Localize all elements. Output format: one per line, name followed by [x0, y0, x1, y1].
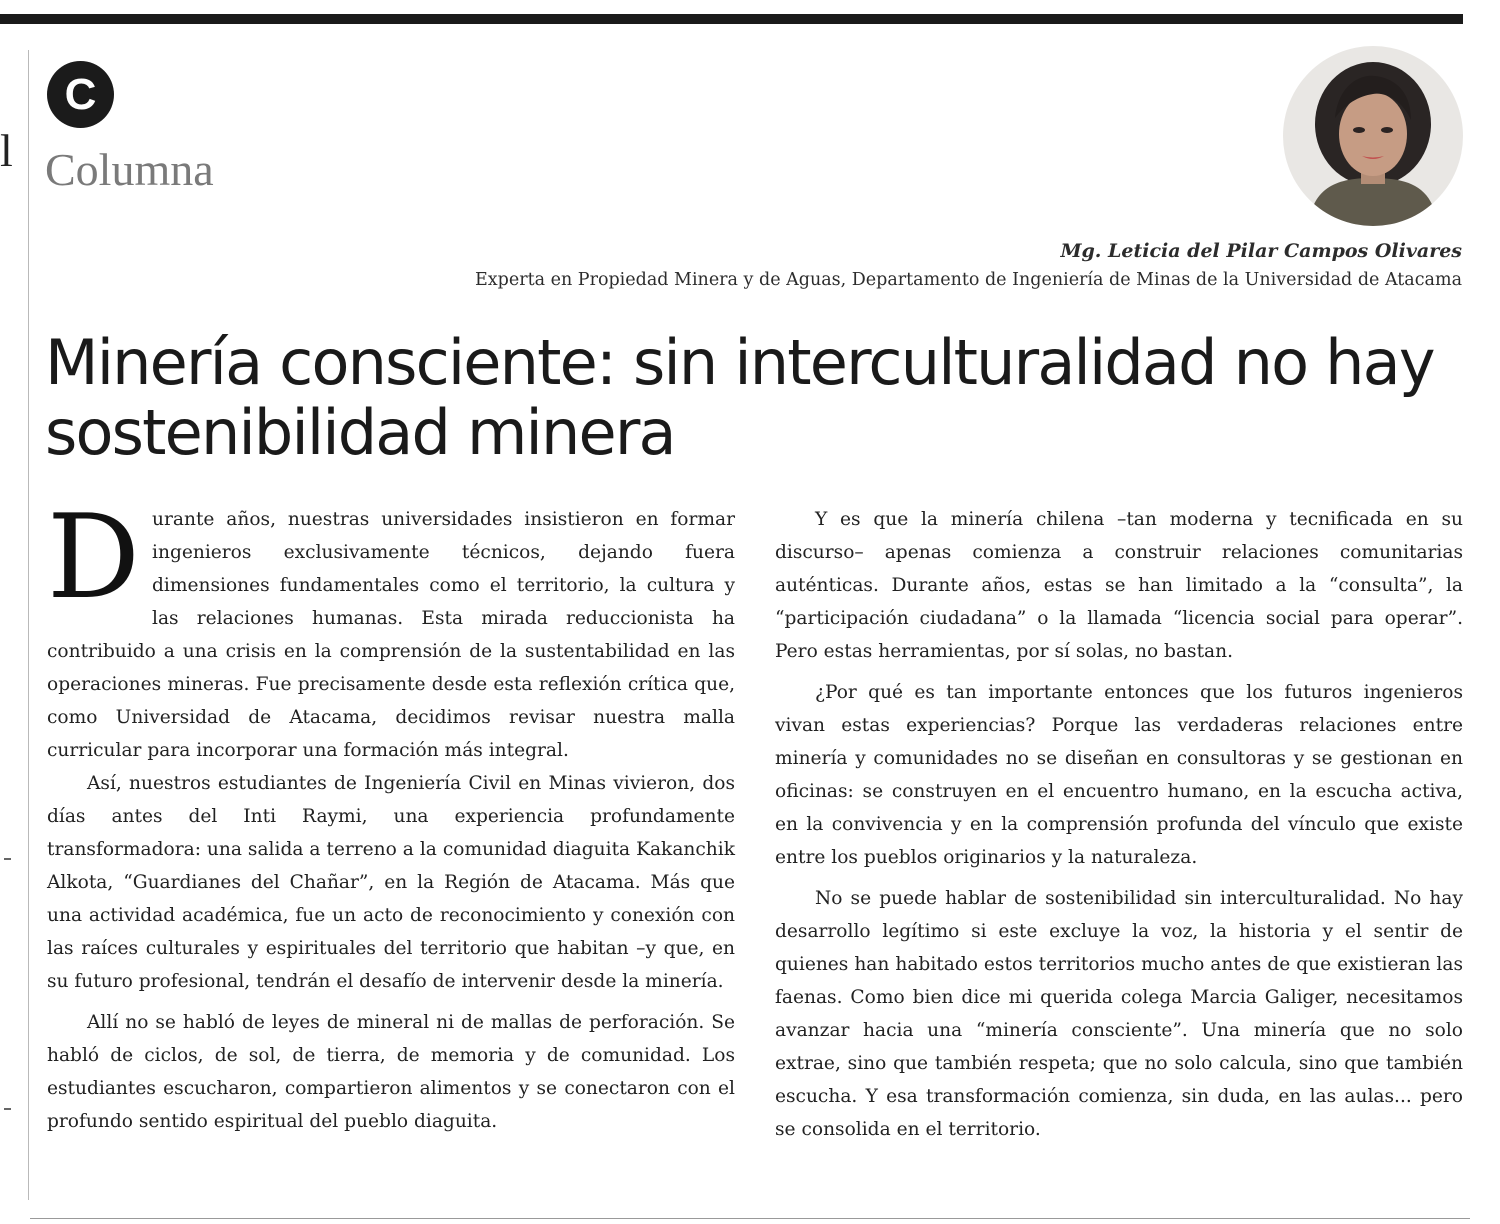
paragraph-text: urante años, nuestras universidades insistieron en formar ingenieros exclusivamente técnicos, dejando fuera dimensiones fundamentales como el territorio, la cultura y las relaciones humanas. Esta mirada reduccionista ha contribuido a una crisis en la comprensión de la sustentabilidad en las operaciones mineras. Fue precisamente desde esta reflexión crítica que, como Universidad de Atacama, decidimos revisar nuestra malla curricular para incorporar una formación más integral.: [47, 509, 735, 761]
drop-cap: D: [47, 490, 141, 625]
adjacent-column-mark: [4, 1108, 11, 1110]
article-paragraph: ¿Por qué es tan importante entonces que los futuros ingenieros vivan estas experiencias? Porque las verdaderas relaciones entre minería y comunidades no se diseñan en consultoras y se gestionan en oficinas: se construyen en el encuentro humano, en la escucha activa, en la convivencia y en la comprensión profunda del vínculo que existe entre los pueblos originarios y la naturaleza.: [775, 682, 1463, 868]
article-column-left: [47, 490, 735, 1138]
article-paragraph: [47, 490, 735, 767]
article-paragraph: Allí no se habló de leyes de mineral ni de mallas de perforación. Se habló de ciclos, de sol, de tierra, de memoria y de comunidad. Los estudiantes escucharon, compartieron alimentos y se conectaron con el profundo sentido espiritual del pueblo diaguita.: [47, 1012, 735, 1132]
article-paragraph: No se puede hablar de sostenibilidad sin interculturalidad. No hay desarrollo legítimo si este excluye la voz, la historia y el sentir de quienes han habitado estos territorios mucho antes de que existieran las faenas. Como bien dice mi querida colega Marcia Galiger, necesitamos avanzar hacia una “minería consciente”. Una minería que no solo extrae, sino que también respeta; que no solo calcula, sino que también escucha. Y esa transformación comienza, sin duda, en las aulas... pero se consolida en el territorio.: [775, 888, 1463, 1140]
article-paragraph: Y es que la minería chilena –tan moderna y tecnificada en su discurso– apenas comienza a construir relaciones comunitarias auténticas. Durante años, estas se han limitado a la “consulta”, la “participación ciudadana” o la llamada “licencia social para operar”. Pero estas herramientas, por sí solas, no bastan.: [775, 509, 1463, 662]
article-headline: Minería consciente: sin interculturalidad no hay sostenibilidad minera: [45, 326, 1434, 469]
section-label: Columna: [45, 144, 214, 195]
author-name: Mg. Leticia del Pilar Campos Olivares: [1060, 240, 1462, 262]
article-column-right: [775, 503, 1463, 1146]
adjacent-column-mark: [4, 858, 11, 860]
section-badge: C: [47, 61, 114, 128]
author-role: Experta en Propiedad Minera y de Aguas, Departamento de Ingeniería de Minas de la Universidad de Atacama: [475, 270, 1462, 290]
bottom-rule: [30, 1218, 1470, 1219]
adjacent-column-fragment: l: [0, 125, 13, 176]
article-paragraph: Así, nuestros estudiantes de Ingeniería Civil en Minas vivieron, dos días antes del Inti Raymi, una experiencia profundamente transformadora: una salida a terreno a la comunidad diaguita Kakanchik Alkota, “Guardianes del Chañar”, en la Región de Atacama. Más que una actividad académica, fue un acto de reconocimiento y conexión con las raíces culturales y espirituales del territorio que habitan –y que, en su futuro profesional, tendrán el desafío de intervenir desde la minería.: [47, 773, 735, 992]
column-divider: [28, 50, 29, 1200]
top-rule: [0, 14, 1463, 24]
author-photo: [1283, 46, 1463, 226]
